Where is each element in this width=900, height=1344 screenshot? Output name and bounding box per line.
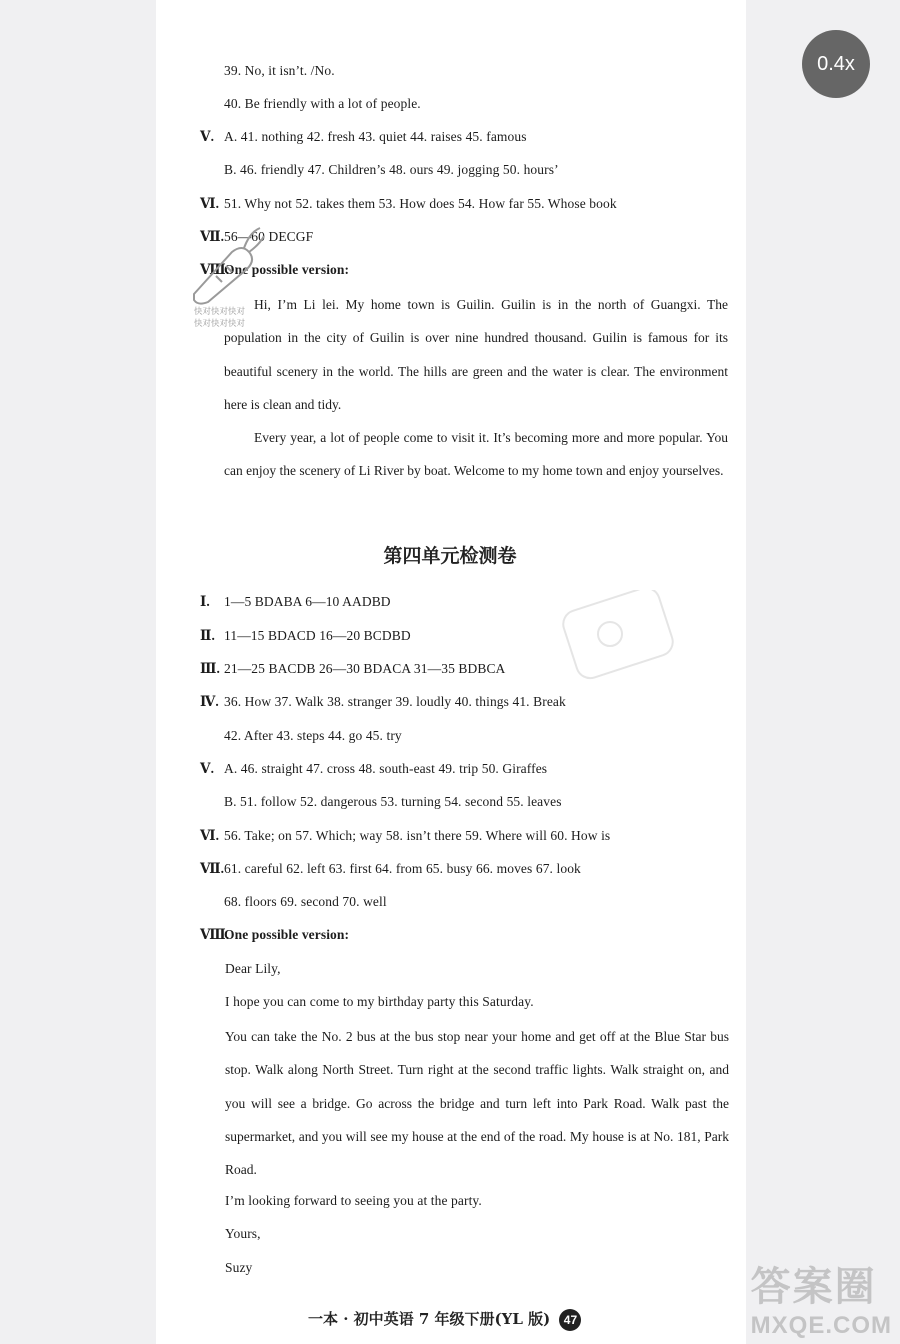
answer-line-39: 39. No, it isn’t. /No. — [224, 63, 335, 78]
letter-closing: Yours, — [225, 1226, 261, 1241]
letter-greeting: Dear Lily, — [225, 961, 281, 976]
answer-text: 56. Take; on 57. Which; way 58. isn’t there 59. Where will 60. How is — [224, 828, 611, 843]
watermark-line-2: MXQE.COM — [750, 1312, 892, 1339]
answer-line-vii-b: 68. floors 69. second 70. well — [224, 894, 387, 909]
section-numeral: Ⅲ. — [200, 661, 221, 676]
essay-paragraph-2: Every year, a lot of people come to visit it. It’s becoming more and more popular. You can enjoy the scenery of Li River by boat. Welcome to my home town and enjoy yourselves. — [224, 430, 728, 479]
section-numeral: Ⅶ. — [200, 229, 225, 244]
answer-line-ii — [200, 628, 411, 644]
stamp-caption: 快对快对快对 快对快对快对 — [194, 307, 246, 329]
section-numeral: Ⅶ. — [200, 861, 225, 876]
answer-line-i — [200, 594, 391, 610]
answer-line-viii — [200, 927, 349, 943]
answer-line-iv-b: 42. After 43. steps 44. go 45. try — [224, 728, 402, 743]
answer-line-vi — [200, 196, 617, 212]
letter-signature: Suzy — [225, 1260, 253, 1275]
section-numeral: Ⅳ. — [200, 694, 219, 709]
answer-line-v-b: B. 51. follow 52. dangerous 53. turning 54. second 55. leaves — [224, 794, 562, 809]
answer-line-40: 40. Be friendly with a lot of people. — [224, 96, 421, 111]
section-numeral: Ⅷ. — [200, 927, 230, 942]
watermark-line-1: 答案圈 — [750, 1265, 877, 1309]
answer-line-vii — [200, 861, 581, 877]
answer-text: 56—60 DECGF — [224, 229, 314, 244]
answer-text: 36. How 37. Walk 38. stranger 39. loudly 40. things 41. Break — [224, 694, 566, 709]
zoom-level-badge[interactable]: 0.4x — [802, 30, 870, 98]
section-numeral: Ⅰ. — [200, 594, 210, 609]
faint-stamp-icon — [560, 590, 680, 680]
answer-line-vi — [200, 828, 610, 844]
answer-line-v-b: B. 46. friendly 47. Children’s 48. ours 49. jogging 50. hours’ — [224, 162, 559, 177]
section-numeral: Ⅱ. — [200, 628, 215, 643]
answer-text: 21—25 BACDB 26—30 BDACA 31—35 BDBCA — [224, 661, 506, 676]
answer-text: 51. Why not 52. takes them 53. How does 54. How far 55. Whose book — [224, 196, 617, 211]
answer-line-iv — [200, 694, 566, 710]
letter-paragraph-1: I hope you can come to my birthday party this Saturday. — [225, 994, 534, 1009]
section-numeral: Ⅷ. — [200, 262, 230, 277]
answer-text: 1—5 BDABA 6—10 AADBD — [224, 594, 391, 609]
site-watermark — [751, 1255, 892, 1340]
unit-title: 第四单元检测卷 — [383, 545, 517, 567]
answer-line-v-a — [200, 129, 527, 145]
section-numeral: Ⅴ. — [200, 129, 215, 144]
answer-text: A. 46. straight 47. cross 48. south-east 49. trip 50. Giraffes — [224, 761, 548, 776]
answer-line-v-a — [200, 761, 547, 777]
page-number-badge: 47 — [559, 1309, 581, 1331]
letter-paragraph-2: You can take the No. 2 bus at the bus stop near your home and get off at the Blue Star bus stop. Walk along North Street. Turn right at the second traffic lights. Walk straight on, and you will see a bridge. Go across the bridge and turn left into Park Road. Walk past the supermarket, and you will see my house at the end of the road. My house is at No. 181, Park Road. — [225, 1029, 729, 1178]
answer-line-iii — [200, 661, 505, 677]
letter-paragraph-3: I’m looking forward to seeing you at the party. — [225, 1193, 482, 1208]
page-footer — [308, 1308, 581, 1331]
footer-book-title: 一本 · 初中英语 7 年级下册(YL 版) — [308, 1310, 551, 1328]
section-numeral: Ⅵ. — [200, 196, 220, 211]
answer-text: 61. careful 62. left 63. first 64. from 65. busy 66. moves 67. look — [224, 861, 581, 876]
essay-paragraph-1: Hi, I’m Li lei. My home town is Guilin. Guilin is in the north of Guangxi. The population in the city of Guilin is over nine hundred thousand. Guilin is famous for its beautiful scenery in the world. The hills are green and the water is clear. The environment here is clean and tidy. — [224, 297, 728, 412]
section-numeral: Ⅵ. — [200, 828, 220, 843]
answer-text: 11—15 BDACD 16—20 BCDBD — [224, 628, 411, 643]
answer-text: A. 41. nothing 42. fresh 43. quiet 44. raises 45. famous — [224, 129, 527, 144]
version-label: One possible version: — [224, 927, 350, 942]
version-label: One possible version: — [224, 262, 350, 277]
section-numeral: Ⅴ. — [200, 761, 215, 776]
